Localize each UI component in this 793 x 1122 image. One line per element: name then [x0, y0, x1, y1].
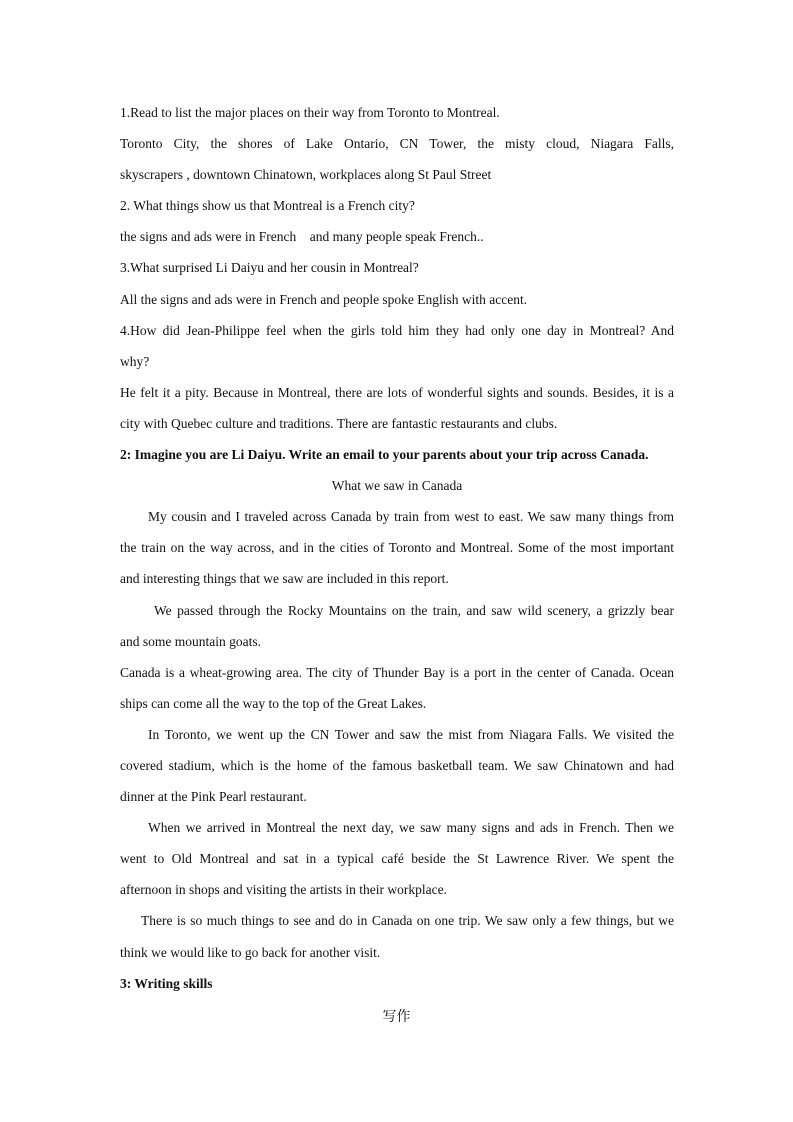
essay-p5-line-3: afternoon in shops and visiting the artists in their workplace. — [120, 882, 447, 898]
essay-p3-line-2: ships can come all the way to the top of the Great Lakes. — [120, 695, 427, 711]
essay-p2-line-2: and some mountain goats. — [120, 633, 261, 649]
essay-p5-line-2: went to Old Montreal and sat in a typical café beside the St Lawrence River. We spent the — [120, 851, 674, 867]
document-body — [120, 97, 674, 999]
essay-p6-line-2: think we would like to go back for another visit. — [120, 944, 381, 960]
section-2-heading: 2: Imagine you are Li Daiyu. Write an email to your parents about your trip across Canada. — [120, 447, 649, 463]
footer-label: 写作 — [382, 1010, 411, 1025]
question-4-line-2: why? — [120, 353, 150, 369]
question-1: 1.Read to list the major places on their way from Toronto to Montreal. — [120, 105, 500, 120]
question-2: 2. What things show us that Montreal is a French city? — [120, 198, 415, 214]
answer-4-line-2: city with Quebec culture and traditions. There are fantastic restaurants and clubs. — [120, 415, 558, 431]
answer-3: All the signs and ads were in French and people spoke English with accent. — [120, 291, 528, 307]
answer-4-line-1: He felt it a pity. Because in Montreal, there are lots of wonderful sights and sounds. Besides, it is a — [120, 384, 674, 400]
essay-p4-line-2: covered stadium, which is the home of the famous basketball team. We saw Chinatown and had — [120, 757, 674, 773]
answer-2: the signs and ads were in French and many people speak French.. — [120, 229, 484, 245]
essay-p4-line-1: In Toronto, we went up the CN Tower and saw the mist from Niagara Falls. We visited the — [148, 726, 674, 742]
essay-p5-line-1: When we arrived in Montreal the next day, we saw many signs and ads in French. Then we — [148, 820, 674, 836]
essay-p3-line-1: Canada is a wheat-growing area. The city of Thunder Bay is a port in the center of Canada. Ocean — [120, 664, 674, 680]
section-3-heading: 3: Writing skills — [120, 975, 213, 991]
essay-p1-line-2: the train on the way across, and in the cities of Toronto and Montreal. Some of the most important — [120, 540, 674, 556]
essay-p6-line-1: There is so much things to see and do in Canada on one trip. We saw only a few things, but we — [141, 913, 674, 929]
answer-1-line-1: Toronto City, the shores of Lake Ontario, CN Tower, the misty cloud, Niagara Falls, — [120, 136, 674, 152]
essay-p4-line-3: dinner at the Pink Pearl restaurant. — [120, 789, 307, 805]
essay-p1-line-1: My cousin and I traveled across Canada by train from west to east. We saw many things from — [148, 509, 674, 525]
question-3: 3.What surprised Li Daiyu and her cousin in Montreal? — [120, 260, 419, 276]
answer-1-line-2: skyscrapers , downtown Chinatown, workplaces along St Paul Street — [120, 167, 492, 183]
essay-title: What we saw in Canada — [331, 478, 463, 494]
essay-p1-line-3: and interesting things that we saw are included in this report. — [120, 571, 449, 587]
essay-p2-line-1: We passed through the Rocky Mountains on the train, and saw wild scenery, a grizzly bear — [154, 602, 674, 618]
question-4-line-1: 4.How did Jean-Philippe feel when the girls told him they had only one day in Montreal? And — [120, 322, 674, 338]
